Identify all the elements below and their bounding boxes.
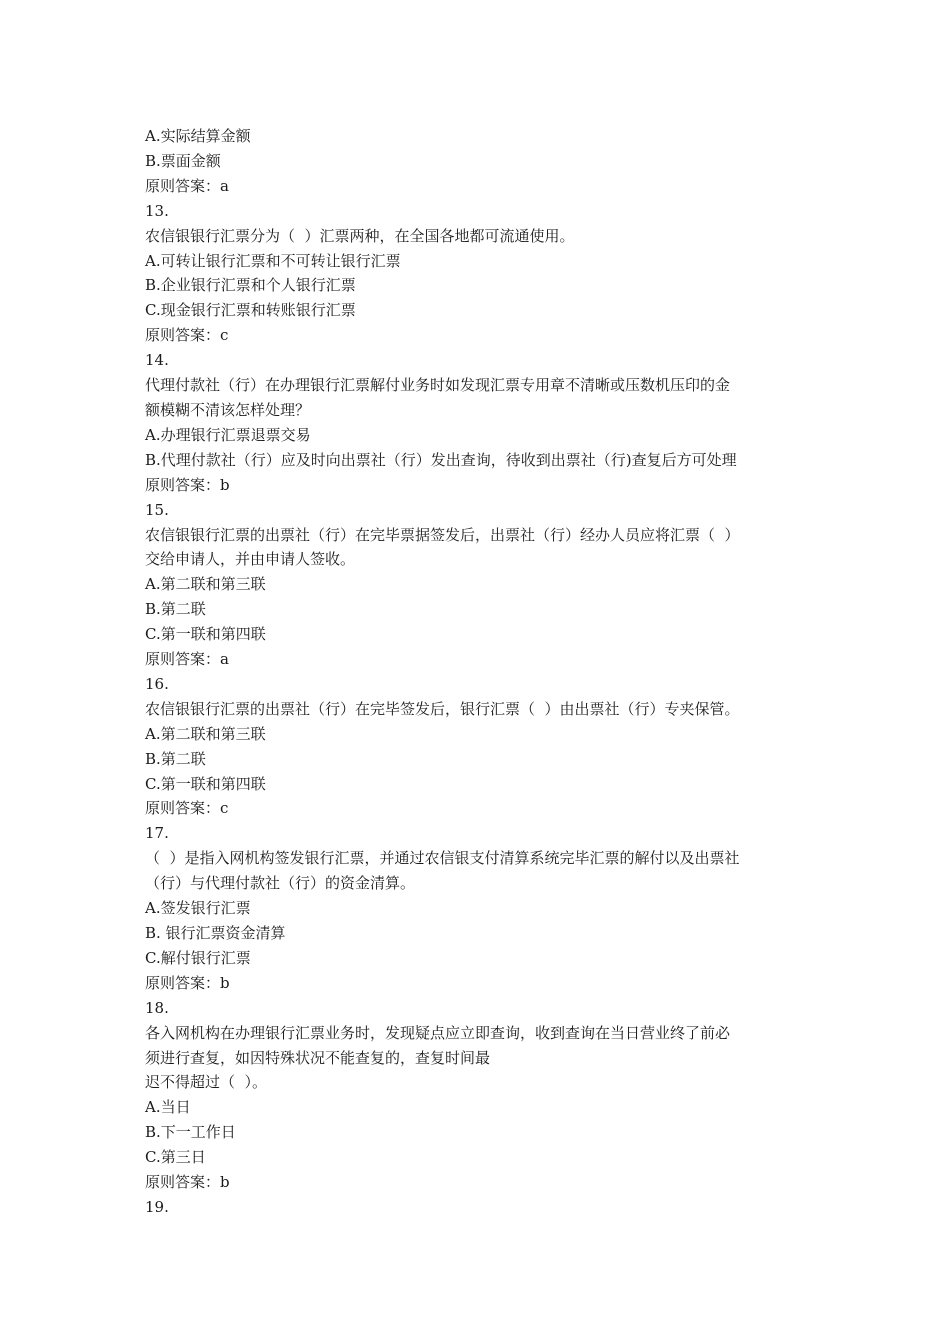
option-line: B.第二联 [145, 600, 206, 619]
question-text: （行）与代理付款社（行）的资金清算。 [145, 874, 416, 893]
question-text: 各入网机构在办理银行汇票业务时，发现疑点应立即查询，收到查询在当日营业终了前必 [145, 1023, 731, 1042]
answer-line: 原则答案：b [145, 1173, 230, 1192]
document-body [145, 124, 817, 1220]
option-line: B.下一工作日 [145, 1123, 236, 1142]
option-line: A.可转让银行汇票和不可转让银行汇票 [145, 251, 401, 270]
question-text: 农信银银行汇票分为（ ）汇票两种，在全国各地都可流通使用。 [145, 226, 575, 245]
question-number: 14. [145, 351, 169, 370]
option-line: C.解付银行汇票 [145, 948, 251, 967]
text-line: B.票面金额 [145, 151, 221, 170]
question-number: 16. [145, 674, 169, 693]
option-line: A.签发银行汇票 [145, 899, 251, 918]
option-line: C.第一联和第四联 [145, 625, 266, 644]
answer-line: 原则答案：b [145, 973, 230, 992]
option-line: B.代理付款社（行）应及时向出票社（行）发出查询，待收到出票社（行)查复后方可处理 [145, 450, 737, 469]
question-text: 须进行查复，如因特殊状况不能查复的，查复时间最 [145, 1048, 491, 1067]
answer-line: 原则答案：a [145, 650, 229, 669]
answer-line: 原则答案：c [145, 799, 229, 818]
text-line: A.实际结算金额 [145, 127, 251, 145]
option-line: C.现金银行汇票和转账银行汇票 [145, 301, 356, 320]
question-text: 农信银银行汇票的出票社（行）在完毕签发后，银行汇票（ ）由出票社（行）专夹保管。 [145, 699, 740, 718]
option-line: B. 银行汇票资金清算 [145, 924, 286, 942]
question-text: （ ）是指入网机构签发银行汇票，并通过农信银支付清算系统完毕汇票的解付以及出票社 [145, 849, 740, 868]
option-line: A.当日 [145, 1098, 191, 1117]
question-text: 额模糊不清该怎样处理？ [145, 400, 311, 419]
option-line: C.第一联和第四联 [145, 774, 266, 793]
question-number: 17. [145, 824, 169, 843]
question-number: 15. [145, 500, 169, 519]
question-text: 农信银银行汇票的出票社（行）在完毕票据签发后，出票社（行）经办人员应将汇票（ ） [145, 525, 740, 544]
question-number: 13. [145, 201, 169, 220]
option-line: A.第二联和第三联 [145, 575, 266, 594]
question-text: 迟不得超过（ ）。 [145, 1073, 268, 1092]
option-line: B.企业银行汇票和个人银行汇票 [145, 276, 356, 295]
answer-line: 原则答案：a [145, 176, 229, 195]
option-line: B.第二联 [145, 749, 206, 768]
question-number: 19. [145, 1197, 169, 1216]
option-line: C.第三日 [145, 1148, 206, 1167]
question-text: 代理付款社（行）在办理银行汇票解付业务时如发现汇票专用章不清晰或压数机压印的金 [145, 376, 731, 395]
option-line: A.办理银行汇票退票交易 [145, 425, 311, 444]
answer-line: 原则答案：b [145, 475, 230, 494]
question-number: 18. [145, 998, 169, 1017]
option-line: A.第二联和第三联 [145, 724, 266, 743]
question-text: 交给申请人，并由申请人签收。 [145, 550, 356, 569]
answer-line: 原则答案：c [145, 326, 229, 345]
